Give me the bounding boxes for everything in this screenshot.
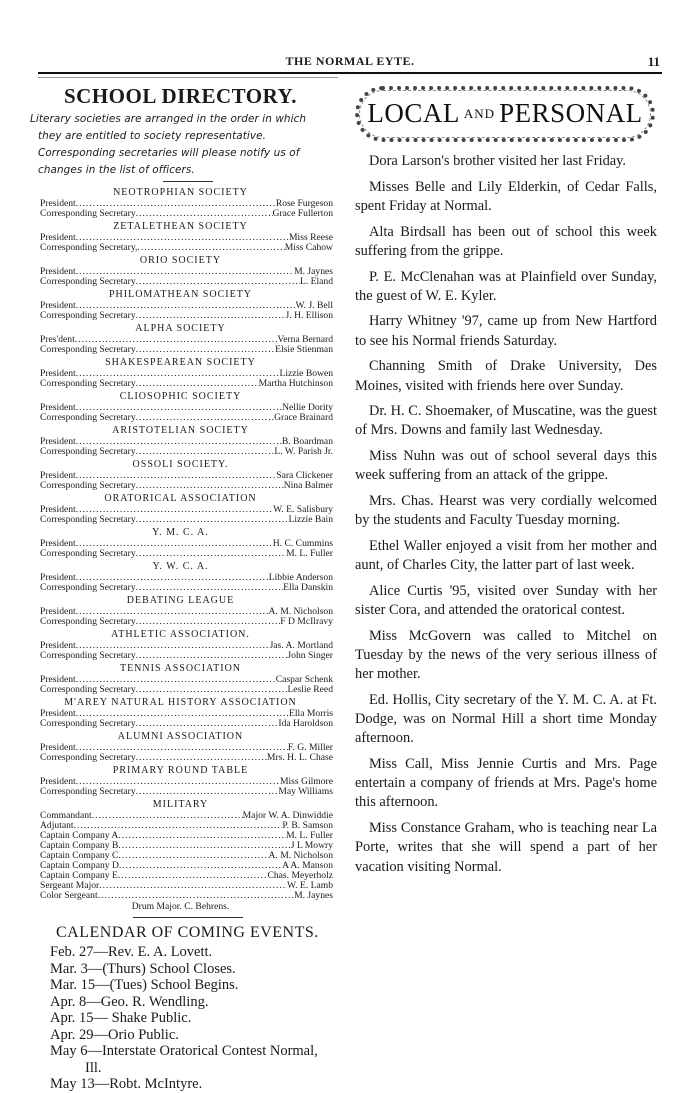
right-column (355, 80, 657, 883)
officer-row (40, 685, 333, 695)
officer-role: President (40, 538, 76, 549)
officer-name: A A. Manson (282, 860, 333, 871)
news-item: Mrs. Chas. Hearst was very cordially welcomed by the students and Faculty Tuesday morning. (355, 493, 657, 529)
officer-name: Leslie Reed (287, 684, 333, 695)
leader-dots (136, 549, 286, 559)
officer-role: Corresponding Secretary (40, 446, 136, 457)
officer-name: Martha Hutchinson (258, 378, 333, 389)
officer-role: President (40, 402, 76, 413)
officer-role: President (40, 742, 76, 753)
society-heading: PHILOMATHEAN SOCIETY (108, 289, 253, 300)
leader-dots (136, 345, 276, 355)
local-personal-banner (355, 86, 655, 142)
officer-role: Adjutant (40, 820, 74, 831)
news-item: Miss McGovern was called to Mitchel on Tuesday by the news of the very serious illness of her mother. (355, 627, 657, 683)
officer-name: A. M. Nicholson (268, 850, 333, 861)
leader-dots (118, 851, 268, 861)
calendar-event: Mar. 3—(Thurs) School Closes. (50, 960, 236, 977)
officer-row (40, 311, 333, 321)
page-number: 11 (647, 54, 660, 69)
news-item: Miss Call, Miss Jennie Curtis and Mrs. Page entertain a company of friends at Mrs. Page's home this afternoon. (355, 755, 657, 811)
leader-dots (98, 891, 294, 901)
officer-name: Verna Bernard (277, 334, 333, 345)
society-heading: Y. W. C. A. (152, 561, 209, 572)
officer-role: Color Sergeant (40, 890, 98, 901)
society-heading: ATHLETIC ASSOCIATION. (111, 629, 250, 640)
officer-row (40, 379, 333, 389)
society-heading: ARISTOTELIAN SOCIETY (112, 425, 249, 436)
officer-row (40, 481, 333, 491)
officer-role: President (40, 776, 76, 787)
officer-row (40, 515, 333, 525)
leader-dots (136, 413, 274, 423)
officer-row (40, 345, 333, 355)
society-heading: ORATORICAL ASSOCIATION (104, 493, 257, 504)
officer-name: J. H. Ellison (285, 310, 333, 321)
officer-row (40, 891, 333, 901)
officer-row (40, 243, 333, 253)
officer-name: Miss Reese (289, 232, 333, 243)
officer-role: Captain Company B (40, 840, 119, 851)
society-heading: TENNIS ASSOCIATION (119, 663, 242, 674)
leader-dots (136, 209, 273, 219)
officer-role: Corresponding Secretary (40, 514, 136, 525)
news-item: Miss Nuhn was out of school several days this week suffering from an attack of the grippe. (355, 448, 657, 484)
officer-name: W. J. Bell (295, 300, 333, 311)
officer-name: Major W. A. Dinwiddie (242, 810, 333, 821)
header-rule-thin (38, 77, 338, 78)
leader-dots (136, 685, 288, 695)
officer-role: Captain Company C (40, 850, 119, 861)
news-item: Misses Belle and Lily Elderkin, of Cedar Falls, spent Friday at Normal. (355, 178, 657, 214)
running-head (38, 52, 662, 70)
officer-name: Elsie Stienman (275, 344, 333, 355)
officer-role: President (40, 368, 76, 379)
officer-role: President (40, 470, 76, 481)
officer-role: Corresponding Secretary (40, 310, 136, 321)
officer-role: Corresponding Secretary (40, 616, 136, 627)
officer-name: Miss Gilmore (279, 776, 333, 787)
officer-name: Ida Haroldson (278, 718, 333, 729)
calendar-event: May 13—Robt. McIntyre. (50, 1076, 203, 1092)
officer-role: Corresponding Secretary (40, 208, 136, 219)
officer-name: P. B. Samson (282, 820, 333, 831)
divider (133, 917, 243, 918)
officer-role: Corresponding Secretary (40, 480, 136, 491)
society-heading: PRIMARY ROUND TABLE (112, 765, 249, 776)
calendar-event: Apr. 8—Geo. R. Wendling. (50, 993, 209, 1010)
leader-dots (136, 583, 284, 593)
officer-role: Pres'dent (40, 334, 75, 345)
officer-role: Corresponding Secretary (40, 582, 136, 593)
leader-dots (136, 617, 281, 627)
local-personal-title (355, 98, 655, 129)
leader-dots (118, 841, 290, 851)
leader-dots (136, 651, 288, 661)
officer-name: M. Jaynes (294, 266, 333, 277)
title-personal: PERSONAL (499, 98, 643, 128)
officer-name: M. Jaynes (294, 890, 333, 901)
directory-intro: Literary societies are arranged in the order in which they are entitled to society representative. Corresponding secretaries will please notify us of changes in the list of officers. (30, 113, 307, 176)
officer-name: Mrs. H. L. Chase (266, 752, 333, 763)
leader-dots (136, 753, 267, 763)
leader-dots (136, 787, 279, 797)
leader-dots (136, 311, 286, 321)
directory-sections (8, 186, 333, 901)
officer-name: B. Boardman (281, 436, 333, 447)
officer-name: Jas. A. Mortland (269, 640, 333, 651)
local-personal-items (355, 152, 657, 877)
officer-row (40, 549, 333, 559)
news-item: Alice Curtis '95, visited over Sunday with her sister Cora, and attended the oratorical contest. (355, 582, 657, 619)
officer-row (40, 447, 333, 457)
calendar-title: CALENDAR OF COMING EVENTS. (56, 924, 319, 941)
leader-dots (118, 831, 286, 841)
officer-role: Corresponding Secretary (40, 378, 136, 389)
leader-dots (136, 277, 300, 287)
officer-name: H. C. Cummins (272, 538, 333, 549)
officer-name: Ella Morris (289, 708, 333, 719)
officer-role: Corresponding Secretary (40, 548, 136, 559)
officer-role: President (40, 708, 76, 719)
officer-role: Corresponding Secretary, (40, 242, 138, 253)
officer-name: Grace Fullerton (272, 208, 333, 219)
officer-row (40, 413, 333, 423)
officer-role: President (40, 504, 76, 515)
officer-name: W. E. Salisbury (273, 504, 333, 515)
leader-dots (136, 447, 275, 457)
officer-name: Nellie Dority (282, 402, 333, 413)
leader-dots (136, 379, 259, 389)
divider (163, 181, 213, 182)
title-and: AND (463, 106, 496, 121)
officer-name: Miss Cahow (284, 242, 333, 253)
officer-name: M. L. Fuller (286, 830, 333, 841)
calendar-event: Apr. 29—Orio Public. (50, 1026, 179, 1043)
officer-role: President (40, 606, 76, 617)
officer-role: Captain Company E (40, 870, 118, 881)
officer-role: President (40, 640, 76, 651)
officer-name: Lizzie Bowen (279, 368, 333, 379)
officer-name: A. M. Nicholson (268, 606, 333, 617)
officer-role: Sergeant Major (40, 880, 100, 891)
officer-role: Corresponding Secretary (40, 718, 136, 729)
officer-row (40, 787, 333, 797)
society-heading: Y. M. C. A. (152, 527, 209, 538)
officer-role: President (40, 198, 76, 209)
officer-name: Grace Brainard (274, 412, 333, 423)
officer-role: President (40, 674, 76, 685)
officer-row (40, 651, 333, 661)
society-heading: ORIO SOCIETY (139, 255, 222, 266)
officer-role: Corresponding Secretary (40, 344, 136, 355)
officer-name: L. W. Parish Jr. (274, 446, 333, 457)
officer-name: Nina Balmer (283, 480, 333, 491)
drum-major: Drum Major. C. Behrens. (131, 901, 230, 912)
officer-role: Captain Company A (40, 830, 119, 841)
officer-name: John Singer (287, 650, 333, 661)
society-heading: ALUMNI ASSOCIATION (117, 731, 244, 742)
news-item: Dora Larson's brother visited her last Friday. (369, 153, 627, 169)
officer-row (40, 617, 333, 627)
leader-dots (119, 861, 282, 871)
society-heading: ZETALETHEAN SOCIETY (113, 221, 248, 232)
officer-name: May Williams (278, 786, 333, 797)
society-heading: ALPHA SOCIETY (135, 323, 226, 334)
officer-name: W. E. Lamb (286, 880, 333, 891)
officer-role: President (40, 572, 76, 583)
society-heading: MILITARY (152, 799, 209, 810)
calendar-event: Feb. 27—Rev. E. A. Lovett. (50, 944, 213, 960)
society-heading: OSSOLI SOCIETY. (132, 459, 229, 470)
officer-row (40, 209, 333, 219)
officer-name: Rose Furgeson (275, 198, 333, 209)
officer-role: Corresponding Secretary (40, 684, 136, 695)
officer-name: F. G. Miller (287, 742, 333, 753)
news-item: P. E. McClenahan was at Plainfield over Sunday, the guest of W. E. Kyler. (355, 268, 657, 304)
running-title: THE NORMAL EYTE. (285, 54, 415, 68)
officer-role: Corresponding Secretary (40, 752, 136, 763)
directory-title: SCHOOL DIRECTORY. (64, 84, 297, 108)
officer-role: President (40, 232, 76, 243)
officer-row (40, 719, 333, 729)
header-rule (38, 72, 662, 74)
calendar-event: Apr. 15— Shake Public. (50, 1010, 192, 1026)
news-item: Channing Smith of Drake University, Des Moines, visited with friends here over Sunday. (355, 358, 657, 394)
officer-name: Libbie Anderson (268, 572, 333, 583)
leader-dots (136, 719, 279, 729)
leader-dots (99, 881, 287, 891)
officer-name: Lizzie Bain (288, 514, 333, 525)
officer-row (40, 583, 333, 593)
society-heading: SHAKESPEAREAN SOCIETY (105, 357, 256, 368)
officer-role: Corresponding Secretary (40, 412, 136, 423)
news-item: Dr. H. C. Shoemaker, of Muscatine, was the guest of Mrs. Downs and family last Wednesday. (355, 403, 657, 439)
news-item: Alta Birdsall has been out of school this week suffering from the grippe. (355, 223, 657, 259)
calendar-events (8, 944, 333, 1093)
officer-role: President (40, 300, 76, 311)
leader-dots (136, 515, 289, 525)
officer-name: Caspar Schenk (275, 674, 333, 685)
society-heading: DEBATING LEAGUE (126, 595, 235, 606)
society-heading: M'AREY NATURAL HISTORY ASSOCIATION (64, 697, 297, 708)
leader-dots (92, 811, 243, 821)
officer-name: L. Eland (299, 276, 333, 287)
society-heading: NEOTROPHIAN SOCIETY (113, 187, 248, 198)
officer-role: President (40, 436, 76, 447)
calendar-event: May 6—Interstate Oratorical Contest Normal, Ill. (50, 1043, 318, 1076)
society-heading: CLIOSOPHIC SOCIETY (119, 391, 242, 402)
officer-row (40, 277, 333, 287)
officer-name: Chas. Meyerholz (267, 870, 333, 881)
officer-role: Captain Company D (40, 860, 119, 871)
news-item: Miss Constance Graham, who is teaching near La Porte, writes that she will spend a part of her vacation visiting Normal. (355, 820, 657, 875)
officer-name: J L Mowry (290, 840, 333, 851)
news-item: Ethel Waller enjoyed a visit from her mother and aunt, of Charles City, the latter part of last week. (355, 537, 657, 574)
officer-role: Corresponding Secretary (40, 650, 136, 661)
officer-role: Corresponding Secretary (40, 786, 136, 797)
officer-name: M. L. Fuller (286, 548, 333, 559)
officer-name: Ella Danskin (283, 582, 333, 593)
title-local: LOCAL (367, 98, 460, 128)
officer-row (40, 753, 333, 763)
leader-dots (137, 243, 284, 253)
left-column (8, 80, 333, 1093)
news-item: Harry Whitney '97, came up from New Hartford to see his Normal friends Saturday. (355, 313, 657, 349)
officer-role: Commandant (40, 810, 92, 821)
officer-role: President (40, 266, 76, 277)
officer-role: Corresponding Secretary (40, 276, 136, 287)
officer-name: Sara Clickener (276, 470, 333, 481)
leader-dots (118, 871, 268, 881)
leader-dots (136, 481, 284, 491)
officer-name: F D McIlravy (280, 616, 333, 627)
news-item: Ed. Hollis, City secretary of the Y. M. C. A. at Ft. Dodge, was on Normal Hill a short time Monday afternoon. (355, 691, 657, 747)
calendar-event: Mar. 15—(Tues) School Begins. (50, 977, 239, 993)
